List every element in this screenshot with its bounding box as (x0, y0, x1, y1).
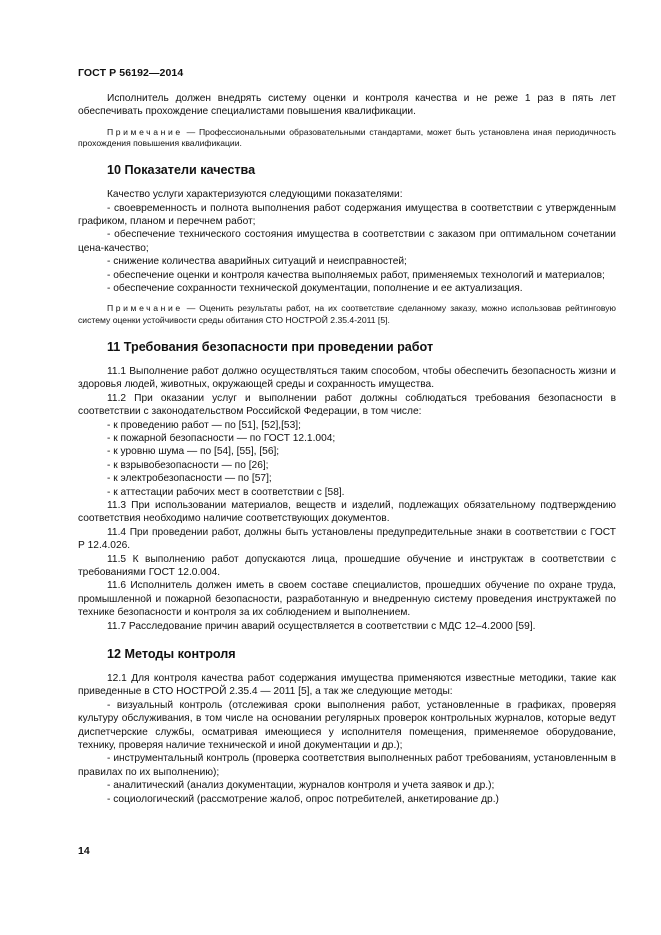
section-10-title: 10 Показатели качества (107, 163, 256, 178)
list-item: - к аттестации рабочих мест в соответствии с [58]. (107, 486, 345, 498)
section-10-lead: Качество услуги характеризуются следующими показателями: (107, 189, 403, 201)
intro-paragraph: Исполнитель должен внедрять систему оценки и контроля качества и не реже 1 раз в пять лет обеспечивать прохождение специалистами повышения квалификации. (78, 93, 616, 118)
note-label: Примечание (107, 126, 183, 137)
list-item: - обеспечение технического состояния имущества в соответствии с заказом при оптимальном сочетании цена-качество; (78, 229, 616, 254)
clause-11-5: 11.5 К выполнению работ допускаются лица, прошедшие обучение и инструктаж в соответствии с требованиями ГОСТ 12.0.004. (78, 553, 616, 578)
list-item: - к взрывобезопасности — по [26]; (107, 459, 269, 471)
clause-11-2: 11.2 При оказании услуг и выполнении работ должны соблюдаться требования безопасности в соответствии с законодательством Российской Федерации, в том числе: (78, 392, 616, 418)
clause-11-3: 11.3 При использовании материалов, веществ и изделий, подлежащих обязательному подтверждению соответствия необходимо наличие соответствующих документов. (78, 499, 616, 525)
list-item: - к пожарной безопасности — по ГОСТ 12.1.004; (107, 432, 336, 444)
note-label: Примечание (107, 303, 183, 314)
clause-11-6: 11.6 Исполнитель должен иметь в своем составе специалистов, прошедших обучение по охране труда, промышленной и пожарной безопасности, разработанную и внедренную систему проведения инструктажей по технике безопасности и контроля за их соблюдением и выполнением. (78, 580, 616, 619)
page-number: 14 (78, 845, 90, 857)
list-item: - инструментальный контроль (проверка соответствия выполненных работ требованиям, установленным в правилах по их выполнению); (78, 753, 616, 778)
list-item: - к уровню шума — по [54], [55], [56]; (107, 446, 280, 458)
list-item: - обеспечение сохранности технической документации, пополнение и ее актуализация. (107, 283, 523, 295)
list-item: - своевременность и полнота выполнения работ содержания имущества в соответствии с утвержденным графиком, планом и перечнем работ; (78, 202, 616, 228)
intro-note (78, 127, 616, 149)
section-10-note (78, 303, 616, 325)
section-11-title: 11 Требования безопасности при проведении работ (107, 339, 434, 354)
list-item: - к электробезопасности — по [57]; (107, 473, 272, 485)
section-12-title: 12 Методы контроля (107, 647, 236, 661)
clause-12-1: 12.1 Для контроля качества работ содержания имущества применяются известные методики, такие как приведенные в СТО НОСТРОЙ 2.35.4 — 2011 [5], а так же следующие методы: (78, 673, 616, 698)
note-text: — Профессиональными образовательными стандартами, может быть установлена иная периодичность прохождения повышения квалификации. (78, 126, 616, 149)
page-body (78, 92, 616, 806)
document-header: ГОСТ Р 56192—2014 (78, 67, 184, 79)
list-item: - обеспечение оценки и контроля качества выполняемых работ, применяемых технологий и материалов; (107, 269, 605, 281)
clause-11-4: 11.4 При проведении работ, должны быть установлены предупредительные знаки в соответствии с ГОСТ Р 12.4.026. (78, 526, 616, 552)
list-item: - социологический (рассмотрение жалоб, опрос потребителей, анкетирование др.) (107, 793, 499, 805)
list-item: - снижение количества аварийных ситуаций и неисправностей; (107, 256, 407, 268)
list-item: - аналитический (анализ документации, журналов контроля и учета заявок и др.); (107, 780, 495, 792)
list-item: - к проведению работ — по [51], [52],[53]; (107, 419, 301, 431)
clause-11-7: 11.7 Расследование причин аварий осуществляется в соответствии с МДС 12–4.2000 [59]. (107, 620, 536, 632)
list-item: - визуальный контроль (отслеживая сроки выполнения работ, установленные в графиках, проверяя культуру обслуживания, в том числе на основании регулярных проверок контрольных журналов, которые ведут диспетчерские службы, осматривая имеющиеся у исполнителя помещения, применяемое оборудование, технику, проверяя наличие технической и иной документации и др.); (78, 699, 616, 752)
clause-11-1: 11.1 Выполнение работ должно осуществляться таким способом, чтобы обеспечить безопасность жизни и здоровья людей, животных, окружающей среды и сохранность имущества. (78, 365, 616, 391)
note-text: — Оценить результаты работ, на их соответствие сделанному заказу, можно использовав рейтинговую систему оценки устойчивости среды обитания СТО НОСТРОЙ 2.35.4-2011 [5]. (78, 303, 616, 325)
